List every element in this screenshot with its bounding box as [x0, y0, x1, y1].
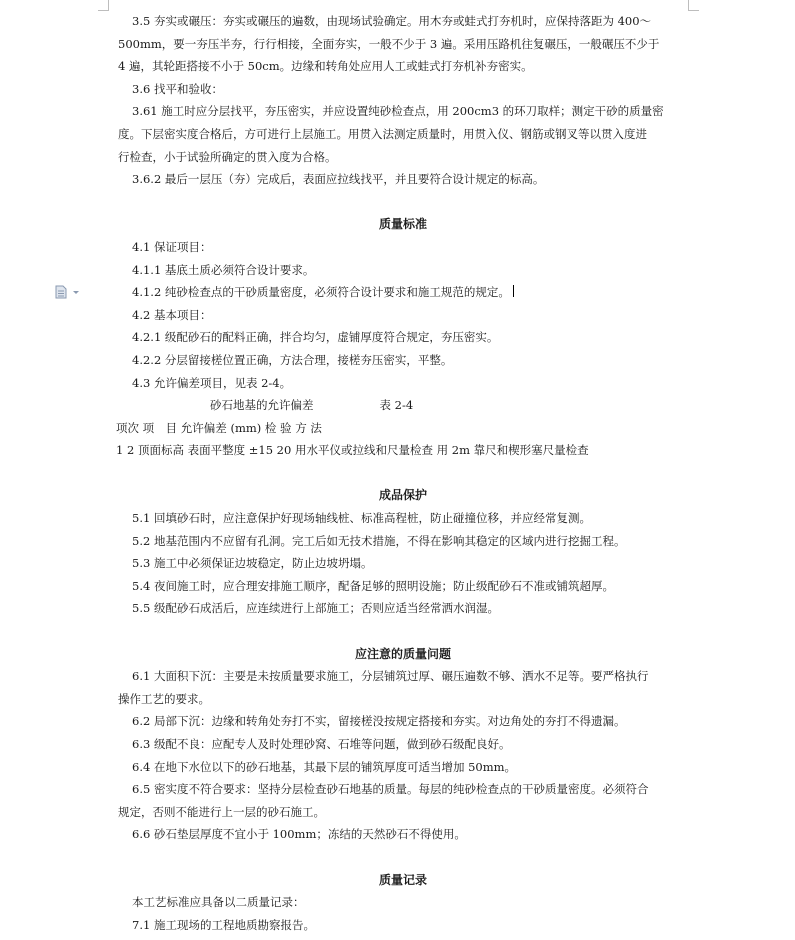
- paragraph-line: 5.1 回填砂石时，应注意保护好现场轴线桩、标准高程桩，防止碰撞位移，并应经常复测。: [132, 511, 591, 526]
- section-heading-product-protection: 成品保护: [378, 488, 427, 503]
- paragraph-line: 3.6.2 最后一层压（夯）完成后，表面应拉线找平，并且要符合设计规定的标高。: [132, 172, 545, 187]
- paragraph-line: 7.1 施工现场的工程地质勘察报告。: [132, 917, 315, 932]
- paragraph-line: 规定，否则不能进行上一层的砂石施工。: [118, 804, 325, 819]
- paragraph-line: 操作工艺的要求。: [118, 691, 210, 706]
- paragraph-line: 3.5 夯实或碾压：夯实或碾压的遍数，由现场试验确定。用木夯或蛙式打夯机时，应保持落距为 400～: [132, 14, 652, 28]
- paragraph-line: [118, 281, 688, 304]
- paragraph-line: 本工艺标准应具备以二质量记录：: [132, 895, 305, 910]
- section-heading-quality-records: 质量记录: [378, 872, 427, 887]
- text-cursor: [513, 285, 515, 297]
- paragraph-line: 6.1 大面积下沉：主要是未按质量要求施工，分层铺筑过厚、碾压遍数不够、洒水不足等。要严格执行: [132, 669, 649, 684]
- paragraph-line: 6.4 在地下水位以下的砂石地基，其最下层的铺筑厚度可适当增加 50mm。: [132, 759, 517, 774]
- margin-corner-mark: [98, 0, 109, 11]
- table-header-row: 项次 项 目 允许偏差 (mm) 检 验 方 法: [116, 420, 322, 435]
- chevron-down-icon[interactable]: [73, 291, 79, 294]
- table-caption-title: 砂石地基的允许偏差: [210, 398, 314, 413]
- paragraph-line: 6.3 级配不良：应配专人及时处理砂窝、石堆等问题，做到砂石级配良好。: [132, 737, 511, 751]
- paragraph-line: 5.5 级配砂石成活后，应连续进行上部施工；否则应适当经常洒水润湿。: [132, 601, 499, 616]
- document-body: [118, 10, 688, 936]
- margin-corner-mark: [688, 0, 699, 11]
- paragraph-line: 500mm，要一夯压半夯，行行相接，全面夯实，一般不少于 3 遍。采用压路机往复碾压，一般碾压不少于: [118, 36, 660, 51]
- document-icon[interactable]: [55, 285, 67, 299]
- paragraph-line: 5.3 施工中必须保证边坡稳定，防止边坡坍塌。: [132, 556, 373, 571]
- paragraph-line: 4.3 允许偏差项目，见表 2-4。: [132, 375, 292, 390]
- paragraph-line: 4.2.2 分层留接槎位置正确，方法合理，接槎夯压密实，平整。: [132, 352, 453, 367]
- section-heading-quality-issues: 应注意的质量问题: [354, 646, 451, 661]
- paragraph-line: 4 遍，其轮距搭接不小于 50cm。边缘和转角处应用人工或蛙式打夯机补夯密实。: [118, 59, 533, 74]
- paragraph-line: 5.4 夜间施工时，应合理安排施工顺序，配备足够的照明设施；防止级配砂石不准或铺筑超厚。: [132, 578, 614, 593]
- paragraph-line: 6.6 砂石垫层厚度不宜小于 100mm；冻结的天然砂石不得使用。: [132, 827, 466, 842]
- paragraph-line: 度。下层密实度合格后，方可进行上层施工。用贯入法测定质量时，用贯入仪、钢筋或钢叉等以贯入度进: [118, 126, 647, 141]
- table-number: 表 2-4: [379, 398, 414, 413]
- paragraph-line: 4.1 保证项目：: [132, 239, 212, 254]
- paragraph-line: 5.2 地基范围内不应留有孔洞。完工后如无技术措施，不得在影响其稳定的区域内进行挖掘工程。: [132, 533, 626, 548]
- paragraph-line: 4.1.1 基底土质必须符合设计要求。: [132, 262, 315, 277]
- paragraph-line: 3.6 找平和验收：: [132, 81, 223, 96]
- paragraph-line: 4.2 基本项目：: [132, 307, 212, 322]
- table-row: 1 2 顶面标高 表面平整度 ±15 20 用水平仪或拉线和尺量检查 用 2m 靠尺和楔形塞尺量检查: [116, 443, 589, 458]
- paragraph-text: 4.1.2 纯砂检查点的干砂质量密度，必须符合设计要求和施工规范的规定。: [132, 285, 510, 300]
- section-heading-quality-standard: 质量标准: [378, 217, 427, 232]
- paragraph-line: 3.61 施工时应分层找平，夯压密实，并应设置纯砂检查点，用 200cm3 的环刀取样；测定干砂的质量密: [132, 104, 664, 119]
- table-caption: [118, 394, 688, 417]
- paragraph-line: 行检查，小于试验所确定的贯入度为合格。: [118, 149, 337, 164]
- paragraph-line: 6.5 密实度不符合要求：坚持分层检查砂石地基的质量。每层的纯砂检查点的干砂质量密度。必须符合: [132, 782, 649, 797]
- paragraph-line: 4.2.1 级配砂石的配料正确，拌合均匀，虚铺厚度符合规定，夯压密实。: [132, 330, 499, 345]
- paragraph-line: 6.2 局部下沉：边缘和转角处夯打不实，留接槎没按规定搭接和夯实。对边角处的夯打不得遗漏。: [132, 714, 626, 729]
